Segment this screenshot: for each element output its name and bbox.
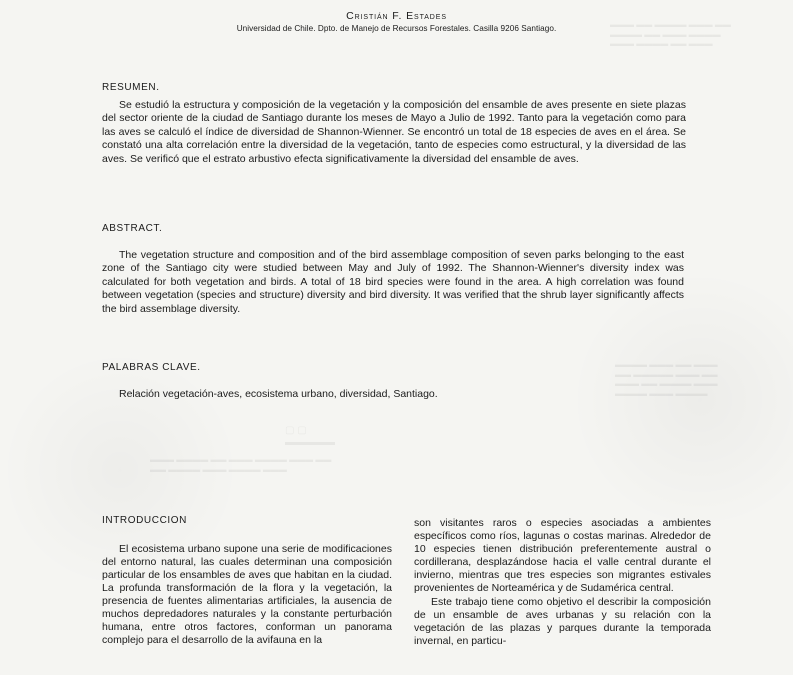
introduction-title: INTRODUCCION (102, 515, 187, 526)
author-affiliation: Universidad de Chile. Dpto. de Manejo de Recursos Forestales. Casilla 9206 Santiago. (236, 24, 557, 33)
abstract-title: ABSTRACT. (102, 223, 163, 234)
introduction-right-paragraph-2: Este trabajo tiene como objetivo el describir la composición de un ensamble de aves urbanas y su relación con la vegetación de las plazas y parques durante la temporada invernal, en particu- (414, 596, 711, 647)
faint-show-through-text: ▬▬▬▬ ▬▬▬ ▬▬ ▬▬▬ ▬▬ ▬▬▬▬▬ ▬▬▬ ▬▬ ▬▬▬ ▬▬ ▬▬▬▬ ▬▬▬ ▬▬▬▬ ▬▬▬ ▬▬▬▬ (615, 360, 718, 398)
introduction-right-column (414, 517, 711, 648)
faint-show-through-text: ▬▬▬ ▬▬ ▬▬▬▬ ▬▬▬ ▬▬ ▬▬▬▬ ▬▬ ▬▬▬ ▬▬▬▬ ▬▬▬ ▬▬▬▬ ▬▬ ▬▬▬ (610, 20, 731, 49)
faint-show-through-caption: ▬▬▬ ▬▬▬▬ ▬▬ ▬▬▬ ▬▬▬▬ ▬▬▬ ▬▬ ▬▬ ▬▬▬▬ ▬▬▬ ▬▬▬▬ ▬▬▬ (150, 455, 332, 474)
keywords-text: Relación vegetación-aves, ecosistema urbano, diversidad, Santiago. (119, 388, 438, 400)
introduction-right-paragraph-1: son visitantes raros o especies asociadas a ambientes específicos como ríos, lagunas o costas marinas. Alrededor de 10 especies tienen distribución preferentemente austral o cordillerana, desplazándose hacia el valle central durante el invierno, mientras que tres especies son migrantes estivales provenientes de Norteamérica y de Sudamérica central. (414, 517, 711, 594)
abstract-paragraph: The vegetation structure and composition and of the bird assemblage composition of seven parks belonging to the east zone of the Santiago city were studied between May and July of 1992. The Shannon-Wienner's diversity index was calculated for both vegetation and birds. A total of 18 bird species were found in the area. A high correlation was found between vegetation (species and structure) diversity and bird diversity. It was verified that the shrub layer significantly affects the bird assemblage diversity. (102, 249, 684, 315)
faint-map-mark: ▢ ▢ ▬▬▬▬▬ (285, 425, 335, 448)
paper-header (0, 9, 793, 35)
resumen-title: RESUMEN. (102, 82, 160, 93)
resumen-paragraph: Se estudió la estructura y composición de la vegetación y la composición del ensamble de aves presente en siete plazas del sector oriente de la ciudad de Santiago durante los meses de Mayo a Julio de 1992. Tanto para la vegetación como para las aves se calculó el índice de diversidad de Shannon-Wienner. Se encontró un total de 18 especies de aves en el área. Se constató una alta correlación entre la diversidad de la vegetación, tanto de especies como estructural, y la diversidad de las aves. Se verificó que el estrato arbustivo efecta significativamente la diversidad del ensamble de aves. (102, 99, 686, 165)
introduction-left-paragraph: El ecosistema urbano supone una serie de modificaciones del entorno natural, las cuales determinan una composición particular de los ensambles de aves que habitan en la ciudad. La profunda transformación de la flora y la vegetación, la presencia de fuentes alimentarias artificiales, la ausencia de muchos depredadores naturales y la constante perturbación humana, entre otros factores, conforman un panorama complejo para el desarrollo de la avifauna en la (102, 543, 392, 646)
author-name: Cristián F. Estades (346, 10, 447, 22)
keywords-title: PALABRAS CLAVE. (102, 362, 201, 373)
